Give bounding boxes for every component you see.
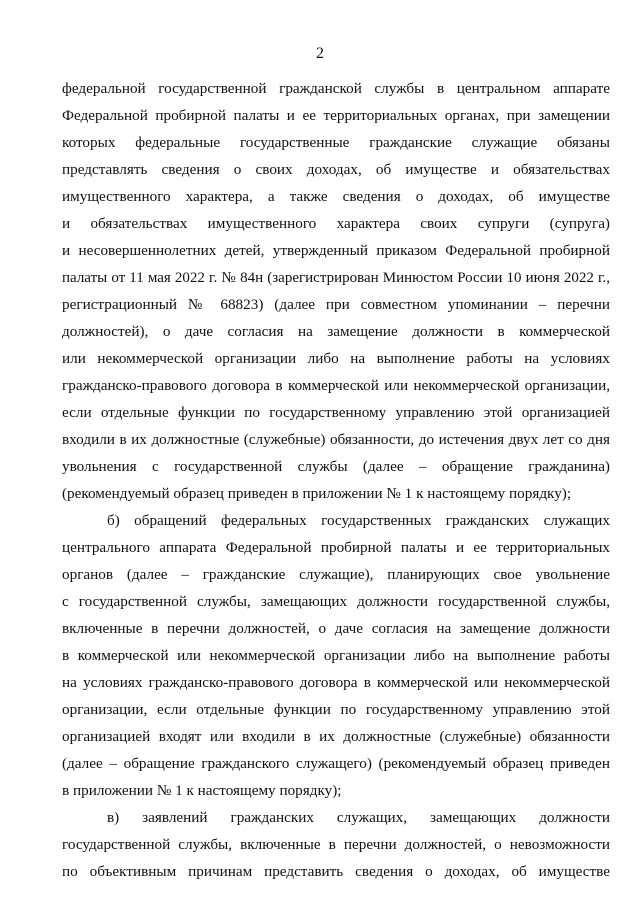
text-line: (далее – обращение гражданского служащего) (рекомендуемый образец приведен (62, 755, 610, 772)
page-number: 2 (316, 45, 324, 62)
text-line: в приложении № 1 к настоящему порядку); (62, 782, 342, 799)
text-line: и несовершеннолетних детей, утвержденный приказом Федеральной пробирной (62, 242, 610, 259)
text-line: б) обращений федеральных государственных гражданских служащих (107, 512, 610, 529)
text-line: (рекомендуемый образец приведен в приложении № 1 к настоящему порядку); (62, 485, 572, 502)
text-line: входили в их должностные (служебные) обязанности, до истечения двух лет со дня (62, 431, 610, 448)
text-line: организацией входят или входили в их должностные (служебные) обязанности (62, 728, 610, 745)
text-line: палаты от 11 мая 2022 г. № 84н (зарегистрирован Минюстом России 10 июня 2022 г., (62, 270, 610, 286)
text-line: по объективным причинам представить сведения о доходах, об имуществе (62, 863, 610, 880)
text-line: представлять сведения о своих доходах, об имуществе и обязательствах (62, 161, 610, 178)
text-line: Федеральной пробирной палаты и ее территориальных органах, при замещении (62, 107, 610, 124)
text-line: если отдельные функции по государственному управлению этой организацией (62, 404, 610, 421)
text-line: в коммерческой или некоммерческой организации либо на выполнение работы (62, 647, 610, 664)
text-line: органов (далее – гражданские служащие), планирующих свое увольнение (62, 566, 610, 583)
text-line: которых федеральные государственные гражданские служащие обязаны (62, 134, 610, 151)
text-line: регистрационный № 68823) (далее при совместном упоминании – перечни (62, 296, 610, 313)
text-line: государственной службы, включенные в перечни должностей, о невозможности (62, 836, 610, 853)
text-line: увольнения с государственной службы (далее – обращение гражданина) (62, 458, 610, 475)
text-line: включенные в перечни должностей, о даче согласия на замещение должности (62, 620, 610, 637)
text-line: имущественного характера, а также сведения о доходах, об имуществе (62, 188, 610, 205)
text-line: гражданско-правового договора в коммерческой или некоммерческой организации, (62, 377, 610, 394)
text-line: или некоммерческой организации либо на выполнение работы на условиях (62, 350, 610, 367)
text-line: центрального аппарата Федеральной пробирной палаты и ее территориальных (62, 539, 610, 556)
text-line: на условиях гражданско-правового договора в коммерческой или некоммерческой (62, 674, 610, 691)
text-line: и обязательствах имущественного характера своих супруги (супруга) (62, 215, 610, 232)
text-line: организации, если отдельные функции по государственному управлению этой (62, 701, 610, 718)
text-line: в) заявлений гражданских служащих, замещающих должности (107, 809, 610, 826)
text-line: федеральной государственной гражданской службы в центральном аппарате (62, 80, 610, 97)
text-line: должностей), о даче согласия на замещение должности в коммерческой (62, 323, 610, 340)
text-line: с государственной службы, замещающих должности государственной службы, (62, 593, 610, 610)
